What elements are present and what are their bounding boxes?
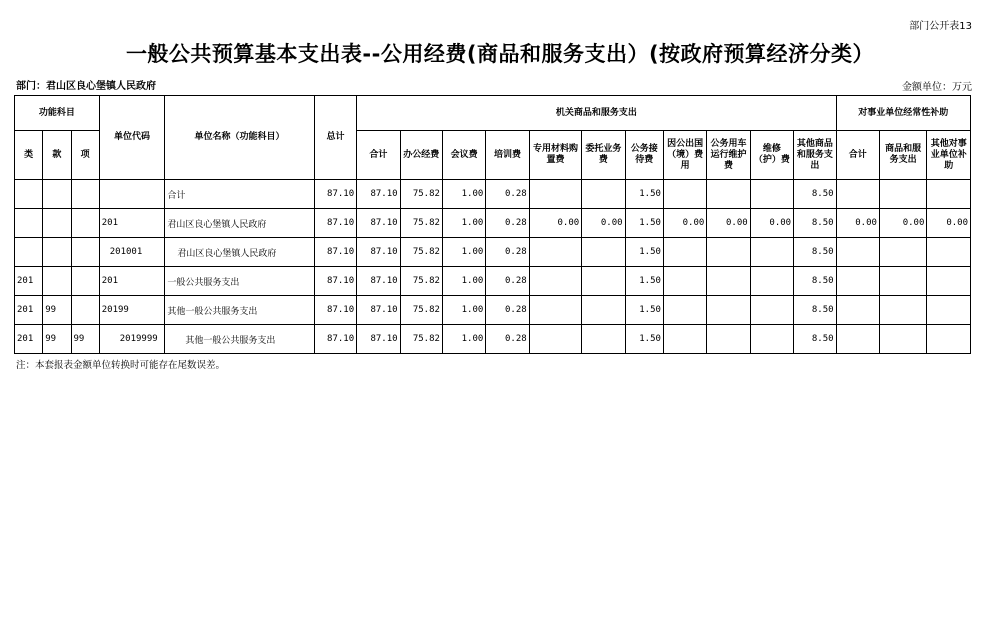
cell-materials	[529, 180, 581, 209]
cell-xiang: 99	[71, 325, 99, 354]
commission-header: 委托业务费	[582, 131, 625, 180]
amount-unit-label: 金额单位：万元	[902, 82, 972, 93]
cell-gs-total: 87.10	[357, 267, 400, 296]
table-row	[15, 296, 971, 325]
repair-header: 维修（护）费	[750, 131, 793, 180]
cell-lei	[15, 180, 43, 209]
cell-xiang	[71, 238, 99, 267]
cell-kuan	[43, 267, 71, 296]
cell-gs-total: 87.10	[357, 209, 400, 238]
table-row-total	[15, 180, 971, 209]
cell-total: 87.10	[314, 267, 356, 296]
goods-services-header: 机关商品和服务支出	[357, 96, 836, 131]
cell-name: 君山区良心堡镇人民政府	[165, 238, 314, 267]
cell-code: 201	[99, 267, 165, 296]
cell-total: 87.10	[314, 238, 356, 267]
cell-reception: 1.50	[625, 296, 663, 325]
total-header: 总计	[314, 96, 356, 180]
cell-lei	[15, 238, 43, 267]
cell-xiang	[71, 209, 99, 238]
abroad-header: 因公出国（境）费用	[663, 131, 706, 180]
cell-office: 75.82	[400, 296, 442, 325]
other-gs-header: 其他商品和服务支出	[794, 131, 836, 180]
xiang-header: 项	[71, 131, 99, 180]
cell-other-gs: 8.50	[794, 325, 836, 354]
cell-vehicle	[707, 296, 750, 325]
unit-code-header: 单位代码	[99, 96, 165, 180]
cell-repair	[750, 180, 793, 209]
cell-other-gs: 8.50	[794, 238, 836, 267]
cell-lei: 201	[15, 267, 43, 296]
cell-total: 87.10	[314, 296, 356, 325]
reception-header: 公务接待费	[625, 131, 663, 180]
cell-sub-total: 0.00	[836, 209, 879, 238]
table-row	[15, 267, 971, 296]
cell-reception: 1.50	[625, 267, 663, 296]
cell-code: 2019999	[99, 325, 165, 354]
cell-other-gs: 8.50	[794, 180, 836, 209]
cell-kuan	[43, 209, 71, 238]
cell-abroad	[663, 267, 706, 296]
cell-sub-total	[836, 180, 879, 209]
cell-total: 87.10	[314, 209, 356, 238]
cell-meeting: 1.00	[442, 325, 485, 354]
table-row	[15, 325, 971, 354]
cell-sub-gs	[879, 296, 926, 325]
cell-meeting: 1.00	[442, 180, 485, 209]
cell-abroad	[663, 180, 706, 209]
cell-meeting: 1.00	[442, 267, 485, 296]
cell-vehicle: 0.00	[707, 209, 750, 238]
subsidy-header: 对事业单位经常性补助	[836, 96, 970, 131]
cell-vehicle	[707, 267, 750, 296]
cell-training: 0.28	[486, 238, 529, 267]
cell-office: 75.82	[400, 238, 442, 267]
cell-xiang	[71, 296, 99, 325]
cell-gs-total: 87.10	[357, 180, 400, 209]
cell-kuan	[43, 180, 71, 209]
cell-sub-total	[836, 296, 879, 325]
lei-header: 类	[15, 131, 43, 180]
sub-other-header: 其他对事业单位补助	[927, 131, 971, 180]
table-row	[15, 209, 971, 238]
cell-commission	[582, 238, 625, 267]
cell-abroad	[663, 325, 706, 354]
cell-commission	[582, 180, 625, 209]
cell-materials	[529, 267, 581, 296]
cell-office: 75.82	[400, 267, 442, 296]
cell-repair	[750, 238, 793, 267]
cell-meeting: 1.00	[442, 209, 485, 238]
cell-office: 75.82	[400, 180, 442, 209]
cell-sub-gs	[879, 325, 926, 354]
cell-code	[99, 180, 165, 209]
cell-sub-other	[927, 325, 971, 354]
cell-xiang	[71, 267, 99, 296]
cell-sub-other	[927, 180, 971, 209]
materials-header: 专用材料购置费	[529, 131, 581, 180]
table-row	[15, 238, 971, 267]
footnote: 注：本套报表金额单位转换时可能存在尾数误差。	[16, 360, 226, 371]
cell-repair	[750, 267, 793, 296]
cell-sub-total	[836, 325, 879, 354]
cell-lei: 201	[15, 296, 43, 325]
cell-sub-other	[927, 238, 971, 267]
page-reference: 部门公开表13	[909, 21, 972, 32]
cell-sub-gs: 0.00	[879, 209, 926, 238]
meeting-header: 会议费	[442, 131, 485, 180]
cell-materials	[529, 325, 581, 354]
cell-reception: 1.50	[625, 180, 663, 209]
cell-sub-other	[927, 296, 971, 325]
cell-sub-total	[836, 238, 879, 267]
cell-total: 87.10	[314, 180, 356, 209]
cell-other-gs: 8.50	[794, 267, 836, 296]
cell-abroad	[663, 238, 706, 267]
department-label: 部门：君山区良心堡镇人民政府	[16, 81, 156, 92]
cell-commission	[582, 325, 625, 354]
cell-name: 合计	[165, 180, 314, 209]
office-header: 办公经费	[400, 131, 442, 180]
kuan-header: 款	[43, 131, 71, 180]
sub-gs-header: 商品和服务支出	[879, 131, 926, 180]
cell-sub-gs	[879, 180, 926, 209]
cell-training: 0.28	[486, 180, 529, 209]
cell-other-gs: 8.50	[794, 209, 836, 238]
cell-sub-total	[836, 267, 879, 296]
cell-code: 201001	[99, 238, 165, 267]
cell-gs-total: 87.10	[357, 238, 400, 267]
cell-reception: 1.50	[625, 238, 663, 267]
vehicle-header: 公务用车运行维护费	[707, 131, 750, 180]
cell-sub-gs	[879, 238, 926, 267]
cell-name: 其他一般公共服务支出	[165, 296, 314, 325]
cell-lei: 201	[15, 325, 43, 354]
cell-gs-total: 87.10	[357, 325, 400, 354]
budget-table	[14, 95, 971, 354]
cell-name: 其他一般公共服务支出	[165, 325, 314, 354]
cell-commission	[582, 296, 625, 325]
cell-reception: 1.50	[625, 325, 663, 354]
cell-abroad: 0.00	[663, 209, 706, 238]
cell-materials: 0.00	[529, 209, 581, 238]
cell-sub-gs	[879, 267, 926, 296]
func-subject-header: 功能科目	[15, 96, 100, 131]
cell-kuan	[43, 238, 71, 267]
cell-kuan: 99	[43, 296, 71, 325]
unit-name-header: 单位名称（功能科目）	[165, 96, 314, 180]
cell-abroad	[663, 296, 706, 325]
cell-vehicle	[707, 325, 750, 354]
cell-xiang	[71, 180, 99, 209]
cell-code: 20199	[99, 296, 165, 325]
cell-training: 0.28	[486, 209, 529, 238]
gs-total-header: 合计	[357, 131, 400, 180]
cell-name: 君山区良心堡镇人民政府	[165, 209, 314, 238]
cell-total: 87.10	[314, 325, 356, 354]
cell-repair	[750, 296, 793, 325]
cell-office: 75.82	[400, 209, 442, 238]
cell-training: 0.28	[486, 296, 529, 325]
cell-meeting: 1.00	[442, 296, 485, 325]
cell-materials	[529, 238, 581, 267]
cell-materials	[529, 296, 581, 325]
cell-reception: 1.50	[625, 209, 663, 238]
cell-meeting: 1.00	[442, 238, 485, 267]
page-title: 一般公共预算基本支出表--公用经费(商品和服务支出）(按政府预算经济分类）	[125, 42, 875, 66]
cell-commission: 0.00	[582, 209, 625, 238]
cell-repair	[750, 325, 793, 354]
cell-sub-other: 0.00	[927, 209, 971, 238]
cell-lei	[15, 209, 43, 238]
cell-training: 0.28	[486, 267, 529, 296]
cell-gs-total: 87.10	[357, 296, 400, 325]
cell-repair: 0.00	[750, 209, 793, 238]
cell-office: 75.82	[400, 325, 442, 354]
cell-sub-other	[927, 267, 971, 296]
cell-kuan: 99	[43, 325, 71, 354]
cell-other-gs: 8.50	[794, 296, 836, 325]
cell-commission	[582, 267, 625, 296]
sub-total-header: 合计	[836, 131, 879, 180]
cell-training: 0.28	[486, 325, 529, 354]
cell-vehicle	[707, 180, 750, 209]
training-header: 培训费	[486, 131, 529, 180]
cell-code: 201	[99, 209, 165, 238]
cell-vehicle	[707, 238, 750, 267]
cell-name: 一般公共服务支出	[165, 267, 314, 296]
